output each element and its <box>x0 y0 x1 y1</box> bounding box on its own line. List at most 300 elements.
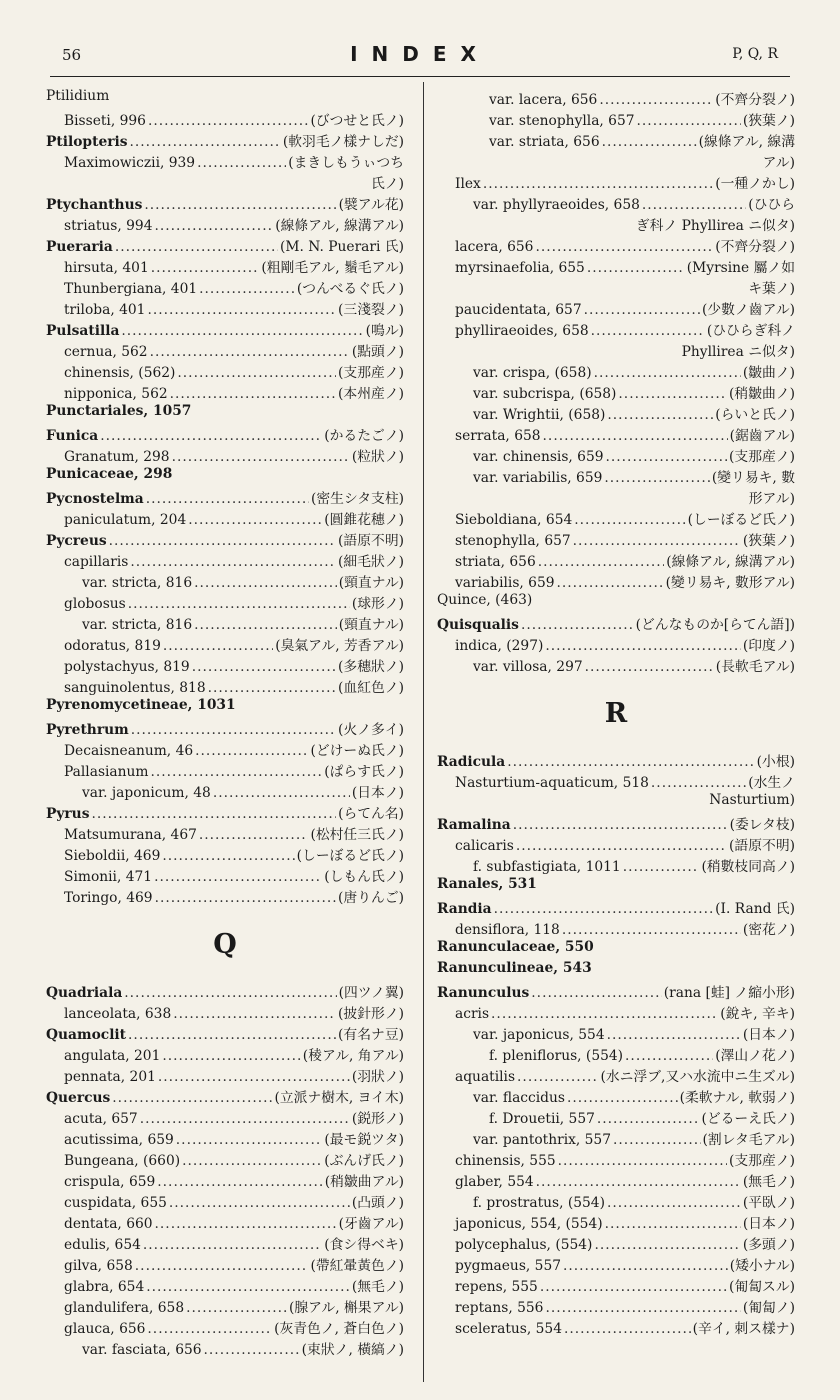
entry-gloss: (點頭ノ) <box>351 344 404 360</box>
entry-gloss: (日本ノ) <box>742 1216 795 1232</box>
entry-term: Thunbergiana, 401 <box>64 281 198 297</box>
entry-gloss: (つんべるぐ氏ノ) <box>296 281 404 297</box>
index-entry <box>437 403 795 424</box>
entry-term: Quince, (463) <box>437 592 533 608</box>
entry-term: Matsumurana, 467 <box>64 827 197 843</box>
entry-term: Pyrenomycetineae, 1031 <box>46 697 236 713</box>
index-entry <box>46 508 404 529</box>
leader-dots <box>146 1279 350 1295</box>
index-entry <box>46 676 404 697</box>
index-entry <box>437 1128 795 1149</box>
entry-gloss: (皺曲ノ) <box>742 365 795 381</box>
entry-term: Randia <box>437 901 492 917</box>
entry-term: japonicus, 554, (554) <box>455 1216 603 1232</box>
leader-dots <box>564 1321 691 1337</box>
leader-dots <box>131 722 336 738</box>
index-entry <box>46 1107 404 1128</box>
entry-gloss: (匍匐スル) <box>729 1279 795 1295</box>
entry-term: dentata, 660 <box>64 1216 153 1232</box>
index-entry <box>46 235 404 256</box>
leader-dots <box>147 302 336 318</box>
index-entry <box>46 193 404 214</box>
entry-term: Pyrus <box>46 806 90 822</box>
entry-gloss: (しーぼるど氏ノ) <box>687 512 795 528</box>
entry-term: capillaris <box>64 554 129 570</box>
entry-gloss: (密生シタ支柱) <box>311 491 404 507</box>
leader-dots <box>144 197 336 213</box>
leader-dots <box>591 323 705 339</box>
entry-term: var. Wrightii, (658) <box>473 407 606 423</box>
entry-gloss: (臭氣アル, 芳香アル) <box>275 638 404 654</box>
entry-gloss: (委レタ枝) <box>729 817 795 833</box>
leader-dots <box>148 113 309 129</box>
index-entry <box>46 981 404 1002</box>
entry-gloss: (粒狀ノ) <box>351 449 404 465</box>
entry-gloss: (しもん氏ノ) <box>324 869 404 885</box>
index-entry <box>46 613 404 634</box>
leader-dots <box>91 806 336 822</box>
entry-term: Quamoclit <box>46 1027 127 1043</box>
entry-gloss: (帶紅暈黃色ノ) <box>310 1258 404 1274</box>
leader-dots <box>607 407 713 423</box>
entry-term: Ranunculineae, 543 <box>437 960 592 976</box>
entry-term: Pallasianum <box>64 764 149 780</box>
index-entry <box>46 1149 404 1170</box>
entry-continuation: Phyllirea ニ似タ) <box>681 344 795 360</box>
entry-term: var. chinensis, 659 <box>473 449 604 465</box>
entry-term: Bisseti, 996 <box>64 113 146 129</box>
entry-term: var. stricta, 816 <box>82 617 193 633</box>
entry-term: polycephalus, (554) <box>455 1237 593 1253</box>
entry-continuation: キ葉ノ) <box>748 281 795 297</box>
entry-gloss: (狹葉ノ) <box>742 533 795 549</box>
entry-term: Decaisneanum, 46 <box>64 743 194 759</box>
entry-term: f. prostratus, (554) <box>473 1195 605 1211</box>
entry-gloss: (割レタ毛アル) <box>702 1132 795 1148</box>
leader-dots <box>585 659 714 675</box>
entry-term: cuspidata, 655 <box>64 1195 167 1211</box>
entry-term: hirsuta, 401 <box>64 260 149 276</box>
leader-dots <box>507 754 754 770</box>
entry-gloss: (多頭ノ) <box>742 1237 795 1253</box>
entry-term: paucidentata, 657 <box>455 302 582 318</box>
entry-term: Granatum, 298 <box>64 449 170 465</box>
leader-dots <box>531 985 661 1001</box>
entry-term: globosus <box>64 596 126 612</box>
index-entry <box>437 256 795 277</box>
index-entry <box>437 1065 795 1086</box>
index-entry <box>46 277 404 298</box>
index-entry <box>437 1044 795 1065</box>
leader-dots <box>182 1153 322 1169</box>
index-entry <box>437 109 795 130</box>
entry-term: Toringo, 469 <box>64 890 153 906</box>
header-letters: P, Q, R <box>732 46 778 62</box>
index-entry <box>46 151 404 172</box>
entry-term: cernua, 562 <box>64 344 148 360</box>
index-entry <box>437 172 795 193</box>
entry-gloss: (凸頭ノ) <box>351 1195 404 1211</box>
index-entry <box>437 88 795 109</box>
entry-gloss: (支那産ノ) <box>729 1153 795 1169</box>
leader-dots <box>604 470 709 486</box>
entry-term: acuta, 657 <box>64 1111 138 1127</box>
leader-dots <box>130 554 336 570</box>
leader-dots <box>594 1237 740 1253</box>
entry-continuation: 氏ノ) <box>371 176 404 192</box>
index-entry <box>46 655 404 676</box>
entry-term: paniculatum, 204 <box>64 512 187 528</box>
index-entry <box>46 1023 404 1044</box>
index-entry <box>437 571 795 592</box>
index-entry <box>46 781 404 802</box>
entry-term: calicaris <box>455 838 514 854</box>
leader-dots <box>557 575 664 591</box>
leader-dots <box>115 239 278 255</box>
entry-term: var. stenophylla, 657 <box>489 113 635 129</box>
entry-gloss: (羽狀ノ) <box>351 1069 404 1085</box>
leader-dots <box>121 323 363 339</box>
entry-gloss: (rana [蛙] ノ縮小形) <box>663 985 795 1001</box>
entry-term: f. subfastigiata, 1011 <box>473 859 621 875</box>
index-entry <box>46 823 404 844</box>
index-entry <box>46 1191 404 1212</box>
entry-term: striatus, 994 <box>64 218 153 234</box>
entry-gloss: (最モ鋭ツタ) <box>324 1132 404 1148</box>
leader-dots <box>558 1153 727 1169</box>
entry-gloss: (軟羽毛ノ樣ナしだ) <box>282 134 404 150</box>
entry-term: var. japonicum, 48 <box>82 785 211 801</box>
leader-dots <box>194 575 337 591</box>
leader-dots <box>197 155 286 171</box>
entry-term: pygmaeus, 557 <box>455 1258 562 1274</box>
leader-dots <box>563 1258 728 1274</box>
entry-gloss: (語原不明) <box>338 533 404 549</box>
index-entry <box>46 1338 404 1359</box>
entry-gloss: (まきしもうぃつち <box>288 155 404 171</box>
leader-dots <box>208 680 336 696</box>
entry-term: var. japonicus, 554 <box>473 1027 605 1043</box>
index-entry <box>46 718 404 739</box>
index-entry <box>46 487 404 508</box>
entry-gloss: (語原不明) <box>729 838 795 854</box>
entry-gloss: (びつせと氏ノ) <box>310 113 404 129</box>
entry-term: Pulsatilla <box>46 323 120 339</box>
leader-dots <box>651 775 746 791</box>
leader-dots <box>494 901 714 917</box>
entry-term: f. Drouetii, 557 <box>489 1111 595 1127</box>
entry-gloss: (ひひら <box>748 197 795 213</box>
index-entry <box>437 130 795 151</box>
entry-gloss: (腺アル, 槲果アル) <box>288 1300 404 1316</box>
entry-term: Punicaceae, 298 <box>46 466 173 482</box>
index-entry <box>437 1191 795 1212</box>
entry-gloss: (松村任三氏ノ) <box>310 827 404 843</box>
index-entry <box>437 592 795 613</box>
leader-dots <box>516 838 727 854</box>
index-entry <box>437 834 795 855</box>
entry-gloss: (線條アル, 線溝アル) <box>275 218 404 234</box>
index-entry <box>46 802 404 823</box>
entry-term: pennata, 201 <box>64 1069 156 1085</box>
entry-term: repens, 555 <box>455 1279 538 1295</box>
entry-gloss: (鋭形ノ) <box>351 1111 404 1127</box>
entry-gloss: (不齊分裂ノ) <box>715 92 795 108</box>
entry-gloss: (日本ノ) <box>742 1027 795 1043</box>
leader-dots <box>146 491 309 507</box>
entry-gloss: (火ノ多イ) <box>338 722 404 738</box>
entry-gloss: (血紅色ノ) <box>338 680 404 696</box>
leader-dots <box>186 1300 287 1316</box>
leader-dots <box>158 1069 350 1085</box>
entry-gloss: (稍皺曲ノ) <box>729 386 795 402</box>
leader-dots <box>567 1090 678 1106</box>
entry-gloss: (頸直ナル) <box>338 575 404 591</box>
leader-dots <box>162 848 294 864</box>
entry-term: sceleratus, 554 <box>455 1321 562 1337</box>
index-entry <box>46 130 404 151</box>
index-entry <box>46 403 404 424</box>
index-entry <box>437 981 795 1002</box>
leader-dots <box>177 365 336 381</box>
entry-gloss: (少數ノ齒アル) <box>702 302 795 318</box>
leader-dots <box>491 1006 718 1022</box>
entry-gloss: (しーぼるど氏ノ) <box>296 848 404 864</box>
entry-term: variabilis, 659 <box>455 575 555 591</box>
index-entry <box>46 697 404 718</box>
leader-dots <box>625 1048 713 1064</box>
entry-continuation: ぎ科ノ Phyllirea ニ似タ) <box>635 218 795 234</box>
entry-term: var. pantothrix, 557 <box>473 1132 611 1148</box>
leader-dots <box>521 617 634 633</box>
index-entry <box>46 424 404 445</box>
entry-gloss: (どんなものか[らてん語]) <box>635 617 795 633</box>
entry-gloss: (印度ノ) <box>742 638 795 654</box>
index-entry <box>437 655 795 676</box>
entry-term: sanguinolentus, 818 <box>64 680 206 696</box>
index-entry <box>437 1296 795 1317</box>
entry-term: Ptilidium <box>46 88 110 104</box>
entry-gloss: (襞アル花) <box>338 197 404 213</box>
index-entry <box>46 214 404 235</box>
entry-term: acris <box>455 1006 490 1022</box>
entry-term: var. stricta, 816 <box>82 575 193 591</box>
entry-gloss: (密花ノ) <box>742 922 795 938</box>
leader-dots <box>637 113 741 129</box>
index-entry <box>46 1086 404 1107</box>
entry-gloss: (本州産ノ) <box>338 386 404 402</box>
index-entry <box>437 1317 795 1338</box>
entry-term: indica, (297) <box>455 638 544 654</box>
entry-gloss: (圓錐花穗ノ) <box>324 512 404 528</box>
entry-gloss: (どるーえ氏ノ) <box>701 1111 795 1127</box>
leader-dots <box>192 659 336 675</box>
leader-dots <box>173 1006 336 1022</box>
index-entry <box>46 1065 404 1086</box>
leader-dots <box>169 1195 350 1211</box>
entry-term: var. striata, 656 <box>489 134 600 150</box>
index-entry <box>437 1086 795 1107</box>
leader-dots <box>538 554 664 570</box>
index-entry <box>437 550 795 571</box>
entry-term: polystachyus, 819 <box>64 659 190 675</box>
leader-dots <box>128 596 350 612</box>
entry-term: Sieboldii, 469 <box>64 848 161 864</box>
entry-gloss: (變リ易キ, 數形アル) <box>665 575 795 591</box>
leader-dots <box>124 985 336 1001</box>
right-column <box>437 88 795 1338</box>
entry-term: chinensis, 555 <box>455 1153 556 1169</box>
entry-gloss: (平臥ノ) <box>742 1195 795 1211</box>
entry-term: var. fasciata, 656 <box>82 1342 202 1358</box>
entry-term: Ramalina <box>437 817 511 833</box>
index-entry <box>46 1170 404 1191</box>
index-entry <box>437 1275 795 1296</box>
entry-gloss: (鳴ル) <box>365 323 404 339</box>
entry-term: phylliraeoides, 658 <box>455 323 589 339</box>
leader-dots <box>613 1132 701 1148</box>
entry-gloss: (球形ノ) <box>351 596 404 612</box>
leader-dots <box>536 1174 741 1190</box>
entry-gloss: (粗剛毛アル, 鬚毛アル) <box>261 260 404 276</box>
entry-gloss: (どけーぬ氏ノ) <box>310 743 404 759</box>
entry-term: Ilex <box>455 176 481 192</box>
leader-dots <box>176 1132 323 1148</box>
leader-dots <box>607 1027 741 1043</box>
index-entry <box>437 897 795 918</box>
entry-gloss: (日本ノ) <box>351 785 404 801</box>
leader-dots <box>606 449 728 465</box>
entry-gloss: (M. N. Puerari 氏) <box>280 239 404 255</box>
entry-gloss: (四ツノ翼) <box>338 985 404 1001</box>
index-entry <box>46 1044 404 1065</box>
leader-dots <box>602 134 697 150</box>
entry-term: Quisqualis <box>437 617 519 633</box>
index-entry <box>46 319 404 340</box>
leader-dots <box>517 1069 598 1085</box>
entry-term: Pyrethrum <box>46 722 129 738</box>
leader-dots <box>140 1111 350 1127</box>
leader-dots <box>135 1258 309 1274</box>
index-entry <box>437 1170 795 1191</box>
entry-gloss: (I. Rand 氏) <box>715 901 795 917</box>
entry-gloss: (かるたごノ) <box>324 428 404 444</box>
entry-term: gilva, 658 <box>64 1258 133 1274</box>
entry-term: striata, 656 <box>455 554 536 570</box>
entry-term: Bungeana, (660) <box>64 1153 181 1169</box>
leader-dots <box>213 785 350 801</box>
entry-term: Quadriala <box>46 985 123 1001</box>
leader-dots <box>112 1090 272 1106</box>
entry-gloss: (水ニ浮ブ,又ハ水流中ニ生ズル) <box>600 1069 795 1085</box>
entry-gloss: (長軟毛アル) <box>715 659 795 675</box>
index-entry <box>437 855 795 876</box>
entry-term: Ranunculus <box>437 985 530 1001</box>
entry-gloss: (一種ノかし) <box>715 176 795 192</box>
leader-dots <box>130 134 281 150</box>
entry-term: var. flaccidus <box>473 1090 565 1106</box>
index-entry <box>46 1128 404 1149</box>
leader-dots <box>597 1111 700 1127</box>
index-entry <box>437 319 795 340</box>
index-entry <box>46 109 404 130</box>
entry-term: stenophylla, 657 <box>455 533 571 549</box>
leader-dots <box>204 1342 300 1358</box>
index-entry <box>46 382 404 403</box>
index-entry <box>437 382 795 403</box>
leader-dots <box>573 533 741 549</box>
entry-term: Sieboldiana, 654 <box>455 512 573 528</box>
leader-dots <box>584 302 700 318</box>
index-entry <box>46 634 404 655</box>
leader-dots <box>543 428 728 444</box>
entry-gloss: (矮小ナル) <box>729 1258 795 1274</box>
leader-dots <box>194 617 337 633</box>
column-divider <box>423 82 424 1382</box>
index-entry <box>46 361 404 382</box>
leader-dots <box>562 922 741 938</box>
leader-dots <box>587 260 685 276</box>
leader-dots <box>151 260 260 276</box>
index-entry <box>46 1317 404 1338</box>
entry-term: var. crispa, (658) <box>473 365 592 381</box>
entry-gloss: (水生ノ <box>748 775 795 791</box>
entry-gloss: (唐りんご) <box>338 890 404 906</box>
entry-gloss: (束狀ノ, 橫縞ノ) <box>301 1342 404 1358</box>
entry-continuation: アル) <box>762 155 795 171</box>
entry-term: Ranunculaceae, 550 <box>437 939 594 955</box>
entry-term: densiflora, 118 <box>455 922 560 938</box>
entry-gloss: (無毛ノ) <box>742 1174 795 1190</box>
index-entry <box>46 571 404 592</box>
leader-dots <box>618 386 727 402</box>
leader-dots <box>574 512 685 528</box>
leader-dots <box>109 533 336 549</box>
entry-gloss: (稜アル, 角アル) <box>302 1048 404 1064</box>
index-entry <box>437 298 795 319</box>
leader-dots <box>154 218 273 234</box>
entry-gloss: (線條アル, 線溝アル) <box>666 554 795 570</box>
index-entry <box>437 1149 795 1170</box>
index-entry <box>46 550 404 571</box>
leader-dots <box>150 344 350 360</box>
leader-dots <box>199 827 309 843</box>
entry-gloss: (牙齒アル) <box>338 1216 404 1232</box>
entry-gloss: (頸直ナル) <box>338 617 404 633</box>
entry-term: f. pleniflorus, (554) <box>489 1048 624 1064</box>
page-number: 56 <box>62 46 82 64</box>
entry-gloss: (辛イ, 刺ス樣ナ) <box>692 1321 795 1337</box>
index-entry <box>437 918 795 939</box>
leader-dots <box>128 1027 336 1043</box>
index-entry <box>437 613 795 634</box>
index-entry <box>46 256 404 277</box>
entry-gloss: (立派ナ樹木, ヨイ木) <box>274 1090 404 1106</box>
index-entry <box>46 1275 404 1296</box>
left-column <box>46 88 404 1359</box>
leader-dots <box>607 1195 741 1211</box>
entry-continuation: Nasturtium) <box>709 792 795 808</box>
index-entry <box>437 466 795 487</box>
index-entry <box>437 529 795 550</box>
entry-gloss: (狹葉ノ) <box>742 113 795 129</box>
index-entry <box>46 886 404 907</box>
entry-term: nipponica, 562 <box>64 386 168 402</box>
entry-term: angulata, 201 <box>64 1048 161 1064</box>
entry-continuation: 形アル) <box>748 491 795 507</box>
entry-gloss: (稍數枝同高ノ) <box>701 859 795 875</box>
entry-term: glabra, 654 <box>64 1279 145 1295</box>
